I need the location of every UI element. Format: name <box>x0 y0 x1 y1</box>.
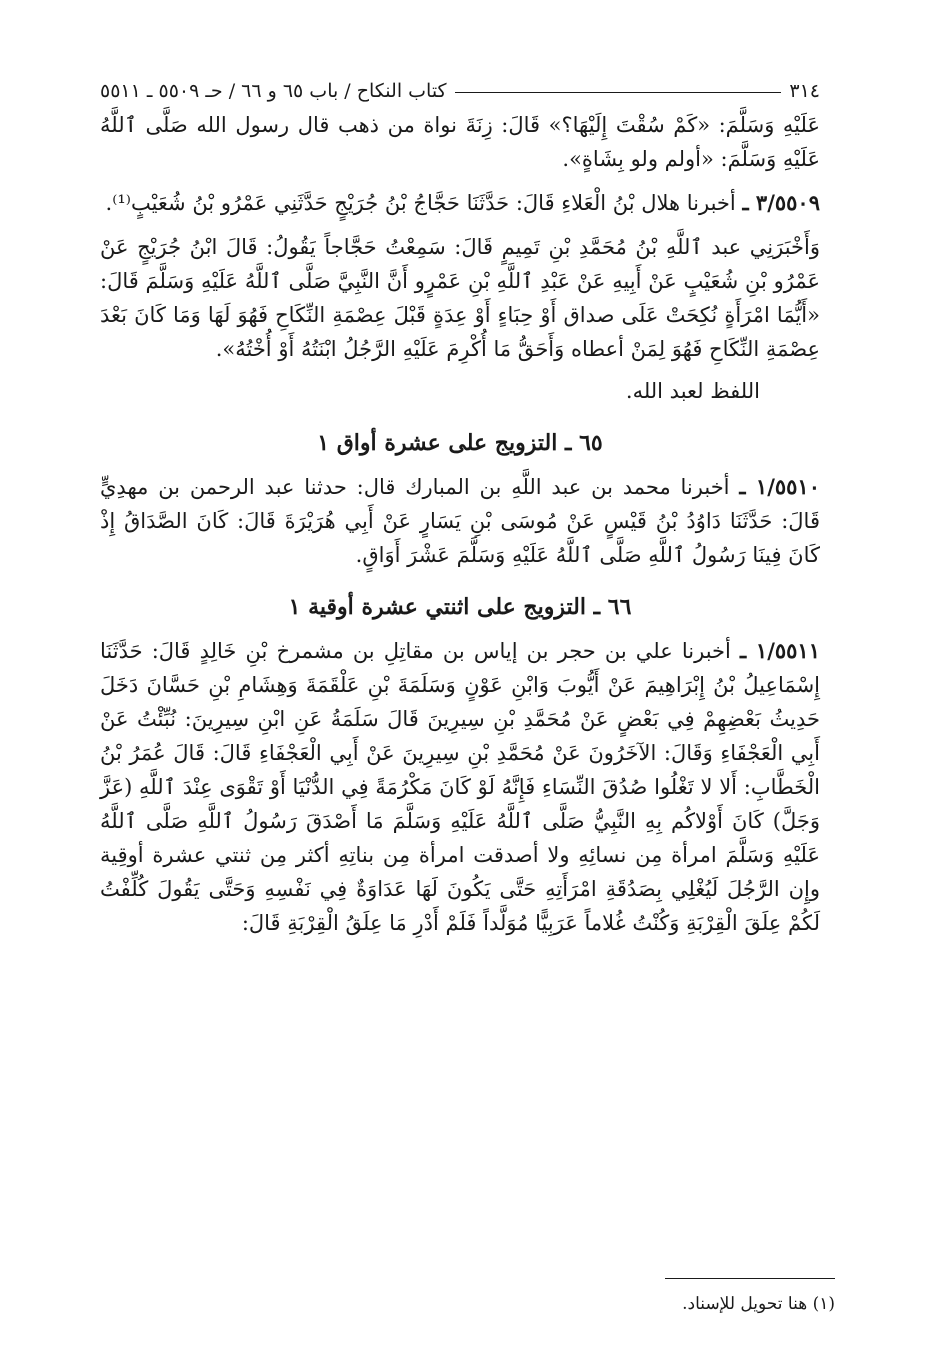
hadith-5511 <box>100 634 820 940</box>
hadith-5510 <box>100 470 820 572</box>
wording-note: اللفظ لعبد الله. <box>625 379 760 403</box>
chapter-heading-65: ٦٥ ـ التزويج على عشرة أواق ١ <box>317 430 603 456</box>
paragraph-continuation: عَلَيْهِ وَسَلَّمَ: «كَمْ سُقْتَ إِلَيْهَا؟» قَالَ: زِنَةَ نواة من ذهب قال رسول الله صَلَّى ٱللَّهُ عَلَيْهِ وَسَلَّمَ: «أولم ولو بِشَاةٍ». <box>100 113 820 171</box>
chapter-heading-66: ٦٦ ـ التزويج على اثنتي عشرة أوقية ١ <box>288 594 632 620</box>
header-rule <box>455 92 782 93</box>
hadith-number: ٣/٥٥٠٩ ـ <box>742 190 820 215</box>
hadith-5509-second-chain: وَأَخْبَرَنِي عبد ٱللَّهِ بْنُ مُحَمَّدِ بْنِ تَمِيمٍ قَالَ: سَمِعْتُ حَجَّاجاً يَقُولُ: قَالَ ابْنُ جُرَيْجٍ عَنْ عَمْرُو بْنِ شُعَيْبٍ عَنْ أَبِيهِ عَنْ عَبْدِ ٱللَّهِ بْنِ عَمْرٍو أَنَّ النَّبِيَّ صَلَّى ٱللَّهُ عَلَيْهِ وَسَلَّمَ قَالَ: «أَيُّمَا امْرَأَةٍ نُكِحَتْ عَلَى صداق أَوْ حِبَاءٍ أَوْ عِدَةٍ قَبْلَ عِصْمَةِ النِّكَاحِ فَهُوَ لَهَا وَمَا كَانَ بَعْدَ عِصْمَةِ النِّكَاحِ فَهُوَ لِمَنْ أعطاه وَأَحَقُّ مَا أُكْرِمَ عَلَيْهِ الرَّجُلُ ابْنَتُهُ أَوْ أُخْتُهُ». <box>100 235 820 361</box>
hadith-text: أخبرنا علي بن حجر بن إياس بن مقاتِلِ بن مشمرخ بْنِ خَالِدٍ قَالَ: حَدَّثَنَا إِسْمَاعِيلُ بْنُ إِبْرَاهِيمَ عَنْ أَيُّوبَ وَابْنِ عَوْنٍ وَسَلَمَةَ بْنِ عَلْقَمَةَ وَهِشَامِ بْنِ حَسَّانَ دَخَلَ حَدِيثُ بَعْضِهِمْ فِي بَعْضٍ عَنْ مُحَمَّدِ بْنِ سِيرِينَ قَالَ سَلَمَةُ عَنِ ابْنِ سِيرِينَ: نُبِّئْتُ عَنْ أَبِي الْعَجْفَاءِ وَقَالَ: الآخَرُونَ عَنْ مُحَمَّدِ بْنِ سِيرِينَ عَنْ أَبِي الْعَجْفَاءِ قَالَ: قَالَ عُمَرُ بْنُ الْخَطَّابِ: أَلا لا تَغْلُوا صُدُقَ النِّسَاءِ فَإِنَّهُ لَوْ كَانَ مَكْرُمَةً فِي الدُّنْيَا أَوْ تَقْوَى عِنْدَ ٱللَّهِ (عَزَّ وَجَلَّ) كَانَ أَوْلاكُم بِهِ النَّبِيُّ صَلَّى ٱللَّهُ عَلَيْهِ وَسَلَّمَ مَا أَصْدَقَ رَسُولُ ٱللَّهِ صَلَّى ٱللَّهُ عَلَيْهِ وَسَلَّمَ امرأة مِن نسائِهِ ولا أصدقت امرأة مِن بناتِهِ أكثر مِن ثنتي عشرة أوقِية وإِن الرَّجُلَ لَيُغْلِي بِصَدُقَةِ امْرَأَتِهِ حَتَّى يَكُونَ لَهَا عَدَاوَةٌ فِي نَفْسِهِ وَحَتَّى يَقُولَ كُلِّفْتُ لَكُمْ عِلَقَ الْقِرْبَةِ وَكُنْتُ غُلاماً عَرَبِيًّا مُوَلَّداً فَلَمْ أَدْرِ مَا عِلَقُ الْقِرْبَةِ قَالَ: <box>100 639 820 935</box>
book-page <box>100 80 820 940</box>
running-title: كتاب النكاح / باب ٦٥ و ٦٦ / حـ ٥٥٠٩ ـ ٥٥١١ <box>100 80 447 102</box>
hadith-number: ١/٥٥١١ ـ <box>740 638 820 663</box>
running-header <box>100 80 820 108</box>
page-number: ٣١٤ <box>789 80 820 102</box>
hadith-5509 <box>100 186 820 220</box>
footnote: (١) هنا تحويل للإسناد. <box>682 1294 835 1314</box>
hadith-text: أخبرنا هلال بْنُ الْعَلاءِ قَالَ: حَدَّثَنَا حَجَّاجُ بْنُ جُرَيْجٍ حَدَّثَنِي عَمْرُو بْنُ شُعَيْبٍ⁽¹⁾. <box>105 191 736 215</box>
footnote-rule <box>665 1278 835 1279</box>
hadith-text: أخبرنا محمد بن عبد اللَّهِ بن المبارك قال: حدثنا عبد الرحمن بن مهدِيٍّ قَالَ: حَدَّثَنَا دَاوُدُ بْنُ قَيْسٍ عَنْ مُوسَى بْنِ يَسَارٍ عَنْ أَبِي هُرَيْرَةَ قَالَ: كَانَ الصَّدَاقُ إِذْ كَانَ فِينَا رَسُولُ ٱللَّهِ صَلَّى ٱللَّهُ عَلَيْهِ وَسَلَّمَ عَشْرَ أَوَاقٍ. <box>100 475 820 567</box>
hadith-number: ١/٥٥١٠ ـ <box>739 474 820 499</box>
